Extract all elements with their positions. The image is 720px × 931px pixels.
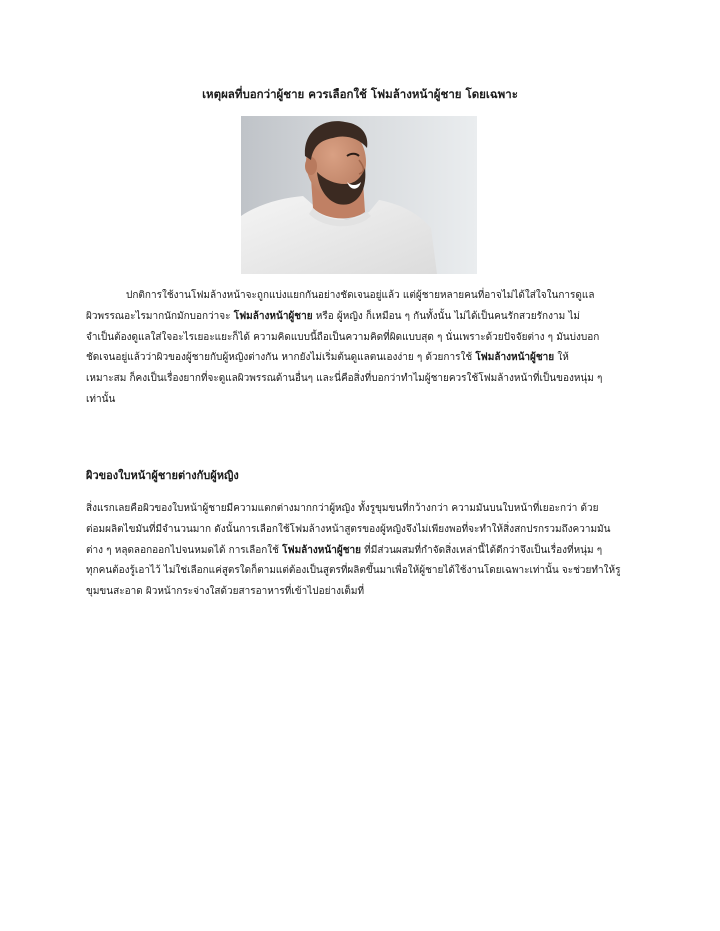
text-run: ต่าง ๆ หลุดลอกออกไปจนหมดได้ การเลือกใช้ bbox=[86, 544, 283, 556]
paragraph-line bbox=[86, 307, 638, 328]
paragraph-line: ทุกคนต้องรู้เอาไว้ ไม่ใช่เลือกแค่สูตรใดก็ตามแต่ต้องเป็นสูตรที่ผลิตขึ้นมาเพื่อให้ผู้ชายได้ใช้งานโดยเฉพาะเท่านั้น จะช่วยทำให้รู bbox=[86, 565, 621, 577]
bold-keyword: โฟมล้างหน้าผู้ชาย bbox=[233, 310, 313, 322]
hero-photo bbox=[241, 116, 477, 274]
paragraph-line: สิ่งแรกเลยคือผิวของใบหน้าผู้ชายมีความแตกต่างมากกว่าผู้หญิง ทั้งรูขุมขนที่กว้างกว่า ความมันบนใบหน้าที่เยอะกว่า ด้วย bbox=[86, 503, 599, 514]
section-heading: ผิวของใบหน้าผู้ชายต่างกับผู้หญิง bbox=[86, 469, 239, 482]
text-run: ชัดเจนอยู่แล้วว่าผิวของผู้ชายกับผู้หญิงต่างกัน หากยังไม่เริ่มต้นดูแลตนเองง่าย ๆ ด้วยการใช้ bbox=[86, 352, 476, 364]
paragraph-line bbox=[86, 541, 638, 562]
paragraph-line: ต่อมผลิตไขมันที่มีจำนวนมาก ดังนั้นการเลือกใช้โฟมล้างหน้าสูตรของผู้หญิงจึงไม่เพียงพอที่จะทำให้สิ่งสกปรกรวมถึงความมัน bbox=[86, 523, 611, 535]
text-run: ที่มีส่วนผสมที่กำจัดสิ่งเหล่านี้ได้ดีกว่าจึงเป็นเรื่องที่หนุ่ม ๆ bbox=[360, 544, 603, 556]
paragraph-line: เหมาะสม ก็คงเป็นเรื่องยากที่จะดูแลผิวพรรณด้านอื่นๆ และนี่คือสิ่งที่บอกว่าทำไมผู้ชายควรใช้โฟมล้างหน้าที่เป็นของหนุ่ม ๆ bbox=[86, 373, 603, 385]
paragraph-line: เท่านั้น bbox=[86, 393, 116, 405]
text-run: ให้ bbox=[554, 352, 569, 364]
skin-difference-paragraph bbox=[86, 499, 638, 603]
paragraph-line: ปกติการใช้งานโฟมล้างหน้าจะถูกแบ่งแยกกันอย่างชัดเจนอยู่แล้ว แต่ผู้ชายหลายคนที่อาจไม่ได้ใส่ใจในการดูแล bbox=[126, 290, 595, 301]
document-title: เหตุผลที่บอกว่าผู้ชาย ควรเลือกใช้ โฟมล้างหน้าผู้ชาย โดยเฉพาะ bbox=[202, 87, 518, 101]
bold-keyword: โฟมล้างหน้าผู้ชาย bbox=[475, 352, 555, 364]
smiling-man-photo bbox=[241, 116, 477, 274]
intro-paragraph bbox=[86, 286, 638, 411]
paragraph-line: ขุมขนสะอาด ผิวหน้ากระจ่างใสด้วยสารอาหารที่เข้าไปอย่างเต็มที่ bbox=[86, 586, 365, 598]
text-run: หรือ ผู้หญิง ก็เหมือน ๆ กันทั้งนั้น ไม่ได้เป็นคนรักสวยรักงาม ไม่ bbox=[312, 310, 580, 322]
text-run: ผิวพรรณอะไรมากนักมักบอกว่าจะ bbox=[86, 310, 234, 322]
bold-keyword: โฟมล้างหน้าผู้ชาย bbox=[282, 544, 361, 556]
paragraph-line bbox=[86, 348, 638, 369]
paragraph-line: จำเป็นต้องดูแลใส่ใจอะไรเยอะแยะก็ได้ ความคิดแบบนี้ถือเป็นความคิดที่ผิดแบบสุด ๆ นั่นเพราะด้วยปัจจัยต่าง ๆ มันบ่งบอก bbox=[86, 331, 600, 343]
